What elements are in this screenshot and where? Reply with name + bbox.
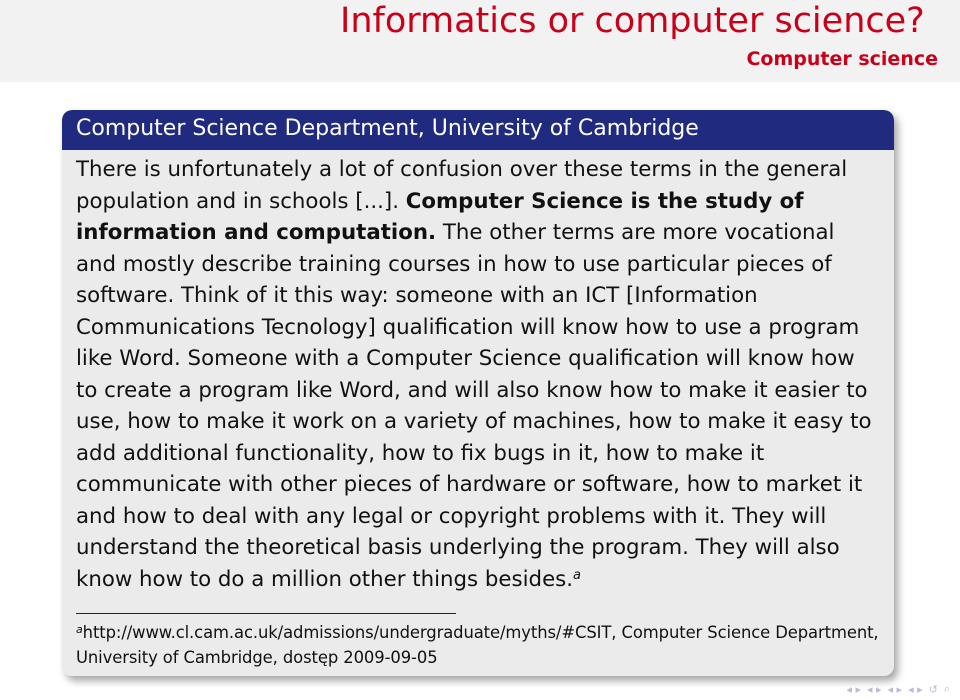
block-text-main: The other terms are more vocational and mostly describe training courses in how to use particular pieces of software. Think of it this way: someone with an ICT [Information Communications Tecnology] qualification will know how to use a program like Word. Someone with a Computer Science qualification will know how to create a program like Word, and will also know how to make it easier to use, how to make it work on a variety of machines, how to make it easy to add additional functionality, how to fix bugs in it, how to make it communicate with other pieces of hardware or software, how to market it and how to deal with any legal or copyright problems with it. They will understand the theoretical basis underlying the program. They will also know how to do a million other things besides. [76,220,872,592]
search-icon[interactable]: ⌕ [943,682,950,695]
nav-left-icon[interactable]: ◂ ▸ [887,682,903,696]
nav-left-icon[interactable]: ◂ ▸ [866,682,882,696]
block-text-intro: There is unfortunately a lot of confusion over these terms in the general population and in schools [...]. [76,157,848,214]
slide-title: Informatics or computer science? [340,1,925,41]
quote-block [62,110,894,676]
nav-left-icon[interactable]: ◂ ▸ [908,682,923,696]
footnote-text: http://www.cl.cam.ac.uk/admissions/undergraduate/myths/#CSIT, Computer Science Department, University of Cambridge, dostęp 2009-09-05 [76,623,879,667]
block-title: Computer Science Department, University of Cambridge [62,110,894,150]
beamer-navigation [846,680,950,698]
footnote-marker: a [573,567,582,583]
block-body [62,150,894,670]
nav-right-icon[interactable]: ↺ [928,682,938,696]
block-text-emphasis: Computer Science is the study of information and computation. [76,188,804,245]
nav-left-icon[interactable]: ◂ ▸ [846,682,861,696]
slide-header [0,0,960,82]
footnote-divider [76,613,456,614]
section-title: Computer science [746,48,938,70]
footnote-marker-ref: a [76,623,83,636]
footnote [76,620,880,670]
